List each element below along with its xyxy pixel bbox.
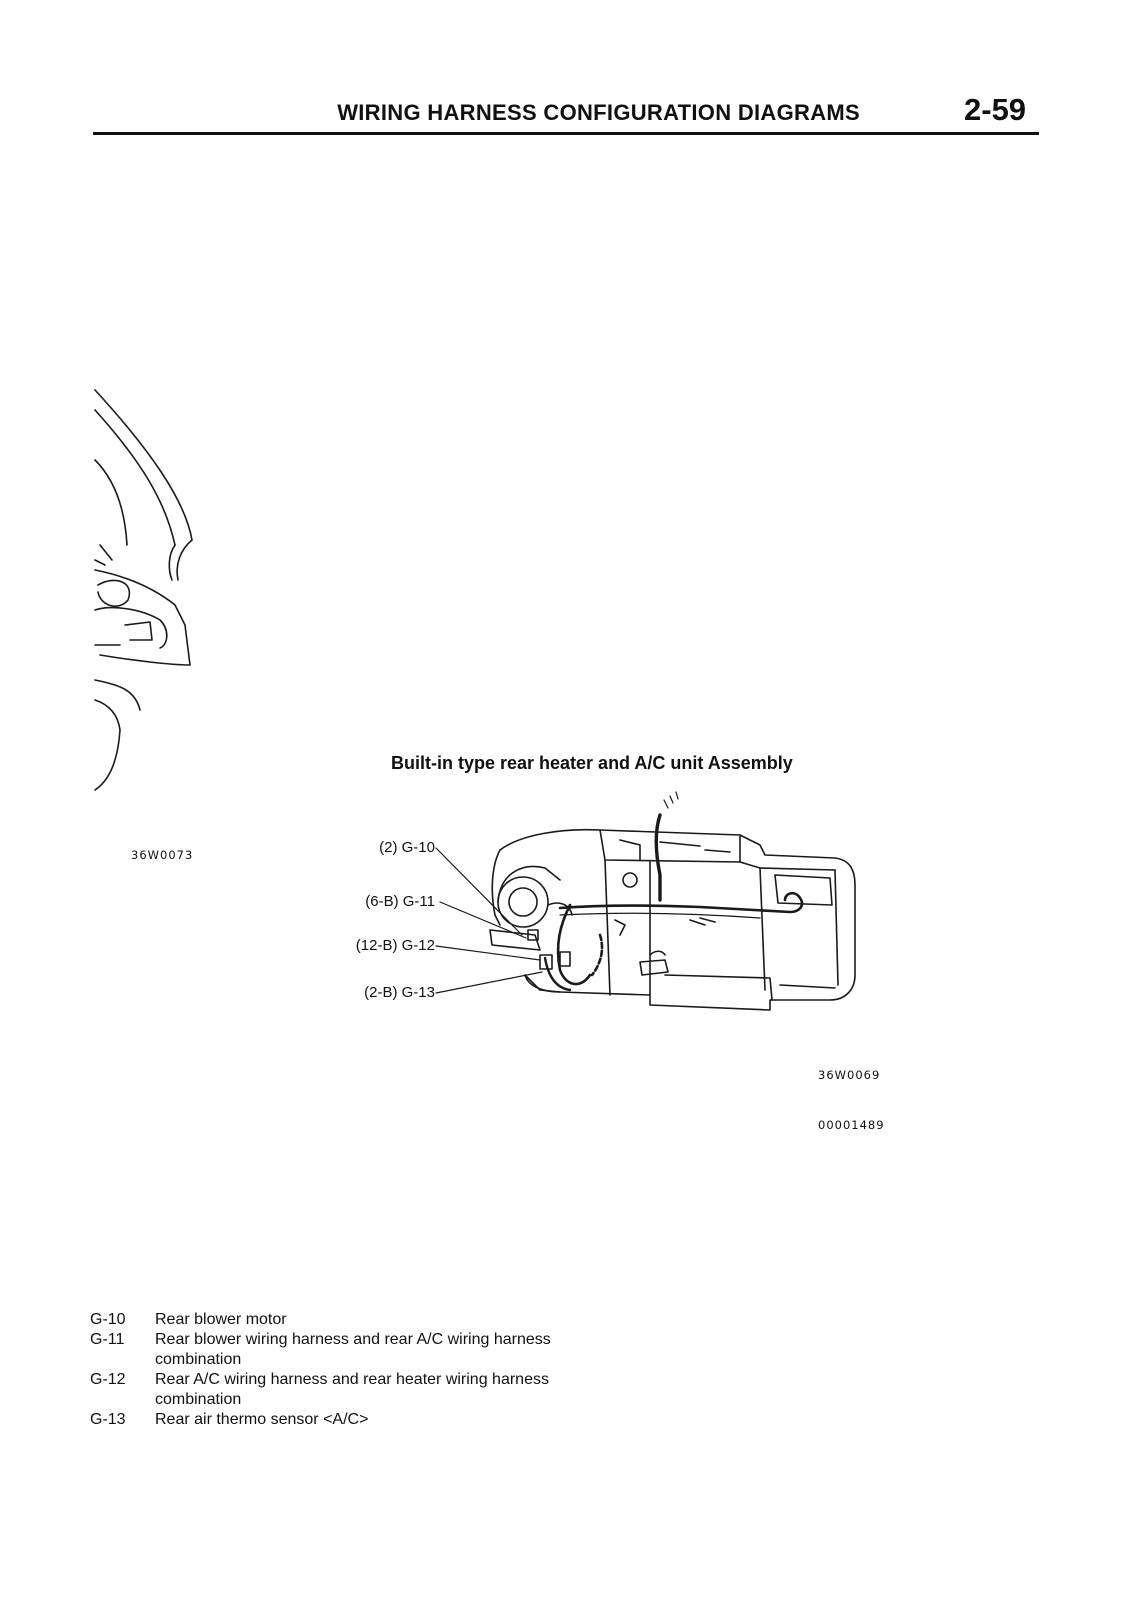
legend-code: G-12 xyxy=(90,1371,126,1388)
legend-item xyxy=(90,1330,565,1370)
legend-item xyxy=(90,1310,565,1330)
legend-text: Rear blower wiring harness and rear A/C wiring harness combination xyxy=(155,1331,551,1368)
legend-code: G-10 xyxy=(90,1311,126,1328)
legend-code: G-13 xyxy=(90,1411,126,1428)
callout-g11: (6-B) G-11 xyxy=(365,893,435,910)
figure-title: Built-in type rear heater and A/C unit Assembly xyxy=(391,753,793,773)
rear-heater-ac-unit-drawing xyxy=(490,792,855,1010)
legend-text: Rear blower motor xyxy=(155,1311,287,1328)
callout-g13: (2-B) G-13 xyxy=(364,984,435,1001)
page-title: WIRING HARNESS CONFIGURATION DIAGRAMS xyxy=(337,100,860,125)
leader-g10 xyxy=(436,848,522,935)
legend-text: Rear A/C wiring harness and rear heater wiring harness combination xyxy=(155,1371,549,1408)
legend xyxy=(90,1310,565,1430)
page-number: 2-59 xyxy=(964,92,1027,127)
main-figure-code: 36W0069 xyxy=(818,1068,881,1082)
legend-text: Rear air thermo sensor <A/C> xyxy=(155,1411,369,1428)
vehicle-interior-drawing xyxy=(95,390,192,790)
document-number: 00001489 xyxy=(818,1118,885,1132)
callout-leaders xyxy=(436,848,542,993)
legend-item xyxy=(90,1410,565,1430)
legend-code: G-11 xyxy=(90,1331,125,1348)
callout-g10: (2) G-10 xyxy=(379,839,435,856)
legend-item xyxy=(90,1370,565,1410)
left-figure-code: 36W0073 xyxy=(131,848,194,862)
callout-g12: (12-B) G-12 xyxy=(355,937,435,954)
leader-g11 xyxy=(440,902,526,938)
leader-g13 xyxy=(436,972,542,993)
